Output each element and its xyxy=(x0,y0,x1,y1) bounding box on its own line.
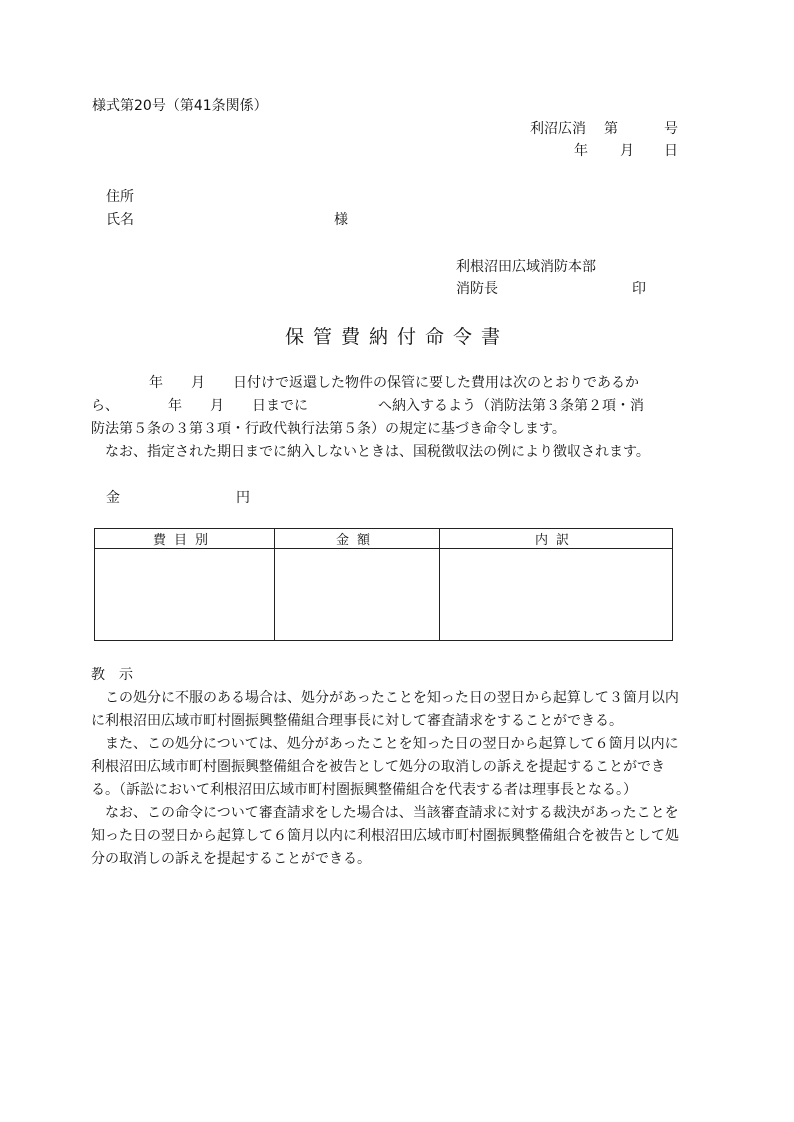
issuer-title: 消防長 xyxy=(456,281,498,297)
issuer-organization: 利根沼田広域消防本部 xyxy=(456,259,596,275)
notice-paragraph-1: この処分に不服のある場合は、処分があったことを知った日の翌日から起算して３箇月以内に利根沼田広域市町村圏振興整備組合理事長に対して審査請求をすることができる。 xyxy=(91,690,679,729)
body-line-4: なお、指定された期日までに納入しないときは、国税徴収法の例により徴収されます。 xyxy=(105,444,650,460)
body-line-3: 防法第５条の３第３項・行政代執行法第５条）の規定に基づき命令します。 xyxy=(91,421,566,437)
amount-unit: 円 xyxy=(236,490,250,506)
date-month: 月 xyxy=(620,143,634,159)
amount-label: 金 xyxy=(106,490,120,506)
address-label: 住所 xyxy=(106,189,134,205)
header-cost-item: 費目別 xyxy=(95,529,275,549)
order-body xyxy=(91,372,681,464)
honorific: 様 xyxy=(334,212,348,228)
reference-dai: 第 xyxy=(604,121,618,137)
seal-mark: 印 xyxy=(632,281,646,297)
header-amount: 金額 xyxy=(275,529,440,549)
reference-prefix: 利沼広消 xyxy=(530,121,586,137)
notice-heading: 教 示 xyxy=(91,667,133,683)
table-row xyxy=(95,549,673,641)
form-number: 様式第20号（第41条関係） xyxy=(92,98,268,114)
notice-section xyxy=(91,664,681,871)
cost-table xyxy=(94,528,673,641)
body-line-2: ら、 年 月 日までに へ納入するよう（消防法第３条第２項・消 xyxy=(91,398,644,414)
notice-paragraph-3: なお、この命令について審査請求をした場合は、当該審査請求に対する裁決があったことを知った日の翌日から起算して６箇月以内に利根沼田広域市町村圏振興整備組合を被告として処分の取消しの訴えを提起することができる。 xyxy=(91,805,679,867)
header-breakdown: 内訳 xyxy=(440,529,673,549)
date-day: 日 xyxy=(664,143,678,159)
reference-go: 号 xyxy=(664,121,678,137)
body-line-1: 年 月 日付けで返還した物件の保管に要した費用は次のとおりであるか xyxy=(149,375,639,391)
notice-paragraph-2: また、この処分については、処分があったことを知った日の翌日から起算して６箇月以内に利根沼田広域市町村圏振興整備組合を被告として処分の取消しの訴えを提起することができる。（訴訟において利根沼田広域市町村圏振興整備組合を代表する者は理事長となる。） xyxy=(91,736,679,798)
name-label: 氏名 xyxy=(106,212,134,228)
cell-breakdown xyxy=(440,549,673,641)
document-title: 保管費納付命令書 xyxy=(284,326,509,348)
cell-amount xyxy=(275,549,440,641)
date-year: 年 xyxy=(574,143,588,159)
cell-cost-item xyxy=(95,549,275,641)
table-header-row xyxy=(95,529,673,549)
